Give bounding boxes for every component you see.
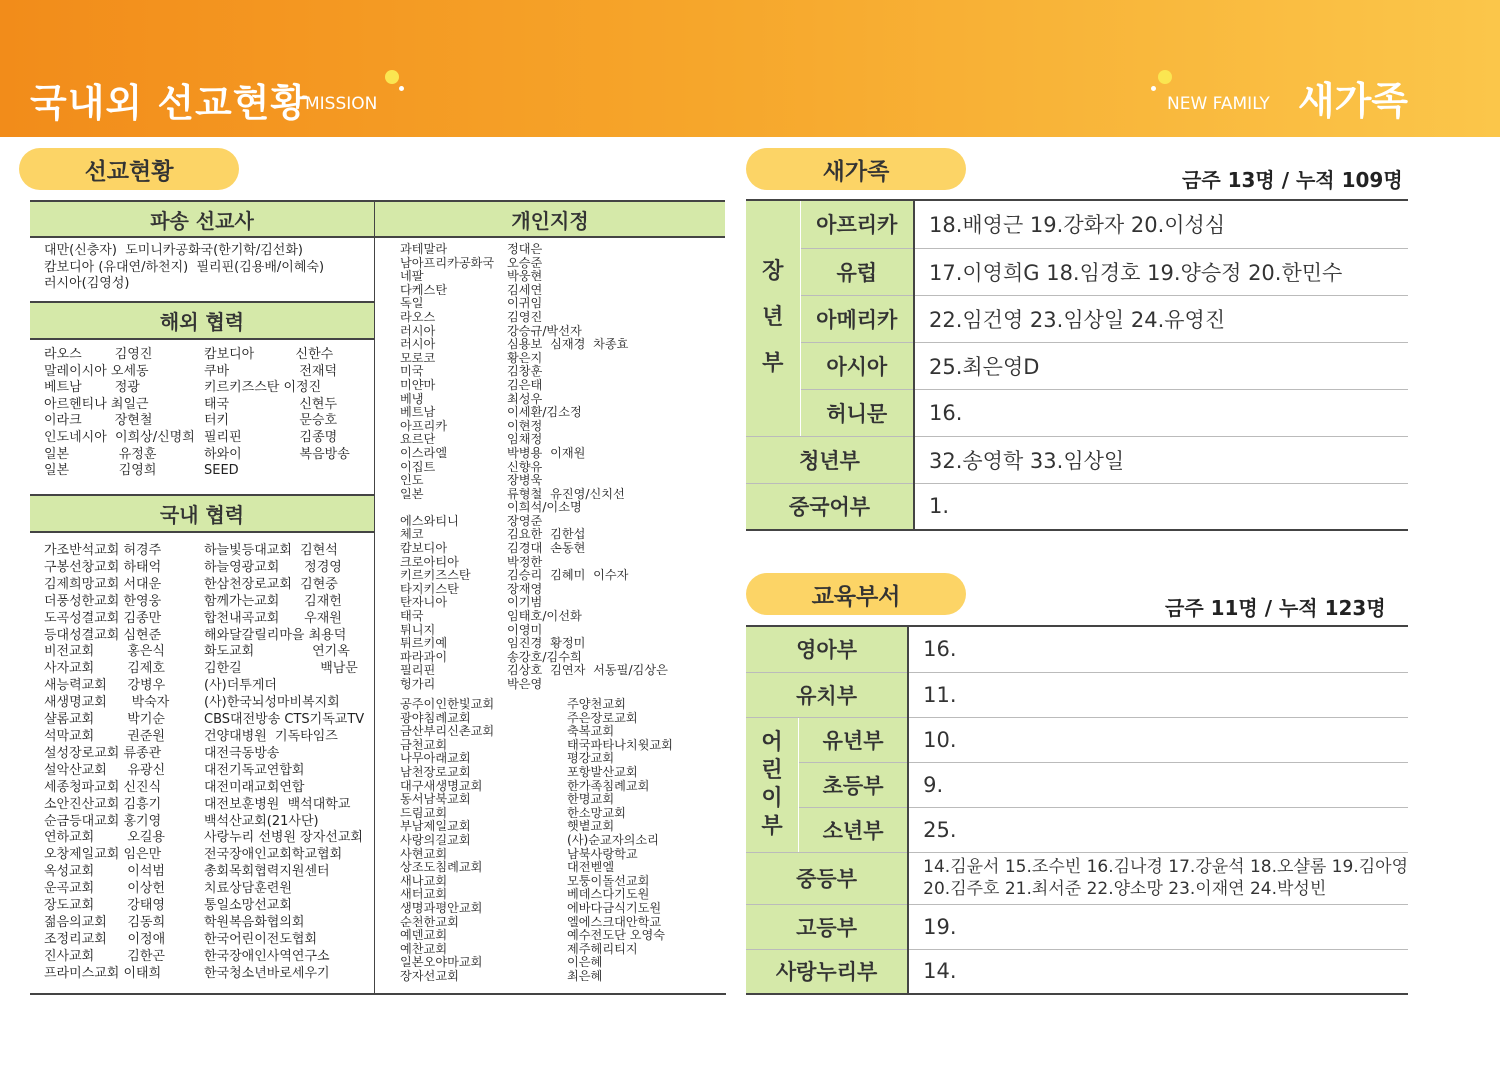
row-value: 1. — [914, 483, 1408, 530]
row-value: 11. — [908, 672, 1408, 717]
row-value: 32.송영학 33.임상일 — [914, 436, 1408, 483]
row-value: 14.김윤서 15.조수빈 16.김나경 17.강윤석 18.오샬롬 19.김아영 20.김주호 21.최서준 22.양소망 23.이재연 24.박성빈 — [908, 852, 1408, 904]
row-value: 17.이영희G 18.임경호 19.양승정 20.한민수 — [914, 248, 1408, 295]
row-value: 25.최은영D — [914, 342, 1408, 389]
table-row — [746, 807, 1408, 852]
page-title: 국내외 선교현황 — [30, 81, 309, 125]
col-header-personal: 개인지정 — [375, 200, 725, 238]
dot-decoration — [399, 86, 404, 91]
left-bottom-rule — [30, 993, 726, 995]
newfamily-table — [746, 201, 1408, 531]
dot-decoration — [1158, 70, 1172, 84]
group-label-youth: 장 년 부 — [746, 201, 800, 436]
personal-countries: 과테말라 남아프리카공화국 네팔 다케스탄 독일 라오스 러시아 러시아 모로코 미국 미얀마 베냉 베트남 아프리카 요르단 이스라엘 이집트 인도 일본 에스와티니 체코 캄보디아 크로아티아 키르키즈스탄 타지키스탄 탄자니아 태국 튀니지 튀르키예 파라과이 필리핀 헝가리 — [400, 242, 495, 691]
row-label: 소년부 — [798, 807, 908, 852]
personal-churches-b: 주양천교회 주은장로교회 축복교회 태국파타나치윗교회 평강교회 포항발산교회 한가족침례교회 한명교회 한소망교회 햇볕교회 (사)순교자의소리 남북사랑학교 대전벧엘 모퉁이돌선교회 베데스다기도원 에바다금식기도원 엘에스크대안학교 예수전도단 오영숙 제주헤리티지 이은혜 최은혜 — [567, 697, 673, 983]
overseas-list-b: 캄보디아 신한수 쿠바 전재덕 키르키즈스탄 이정진 태국 신현두 터키 문승호 필리핀 김종명 하와이 복음방송 SEED — [204, 347, 350, 479]
row-value: 14. — [908, 949, 1408, 994]
sent-missionaries-list: 대만(신충자) 도미니카공화국(한기학/김선화) 캄보디아 (유대연/하천지) 필리핀(김용배/이혜숙) 러시아(김영성) — [44, 243, 325, 292]
personal-names: 정대은 오승준 박웅현 김세연 이귀임 김영진 강승규/박선자 심용보 심재경 차종효 황은지 김창훈 김은태 최성우 이세환/김소정 이현정 임채정 박병용 이재원 신향유 장병욱 류형철 유진영/신치선 이희석/이소명 장영준 김요한 김한섭 김경대 손동현 박정한 김승리 김혜미 이수자 장재영 이기범 임태호/이선화 이영미 임진경 황정미 송강호/김수희 김상호 김연자 서동필/김상은 박은영 — [507, 242, 668, 691]
domestic-list-a: 가조반석교회 허경주 구봉선창교회 하태억 김제희망교회 서대운 더풍성한교회 한영웅 도곡성결교회 김종만 등대성결교회 심현준 비전교회 홍은식 사자교회 김제호 새능력교회 강병우 새생명교회 박숙자 샬롬교회 박기순 석막교회 권준원 설성장로교회 류종관 설악산교회 유광신 세종청파교회 신진식 소안진산교회 김흥기 순금등대교회 홍기영 연하교회 오길용 오창제일교회 임은만 옥성교회 이석범 운곡교회 이상헌 장도교회 강태영 젊음의교회 김동희 조정리교회 이정애 진사교회 김한곤 프라미스교회 이태희 — [44, 543, 170, 981]
domestic-header: 국내 협력 — [30, 494, 374, 533]
table-row — [746, 904, 1408, 949]
table-row — [746, 295, 1408, 342]
section-pill-education: 교육부서 — [746, 573, 966, 615]
personal-churches-a: 공주이인한빛교회 광야침례교회 금산부리신촌교회 금천교회 나무아래교회 남천장로교회 대구새생명교회 동서남북교회 드림교회 부남제일교회 사랑의길교회 사현교회 상조도침례교회 새나교회 새터교회 생명과평안교회 순천한교회 예덴교회 예찬교회 일본오야마교회 장자선교회 — [400, 697, 495, 983]
row-label: 영아부 — [746, 627, 908, 672]
row-label: 아메리카 — [800, 295, 914, 342]
table-row — [746, 436, 1408, 483]
row-value: 22.임건영 23.임상일 24.유영진 — [914, 295, 1408, 342]
dot-decoration — [385, 70, 399, 84]
dot-decoration — [1151, 86, 1156, 91]
row-label: 유치부 — [746, 672, 908, 717]
domestic-list-b: 하늘빛등대교회 김현석 하늘영광교회 정경영 한삼천장로교회 김현중 함께가는교회 김재헌 합천내곡교회 우재원 해와달갈릴리마을 최용덕 화도교회 연기옥 김한길 백남문 (사)더투게더 (사)한국뇌성마비복지회 CBS대전방송 CTS기독교TV 건양대병원 기독타임즈 대전극동방송 대전기독교연합회 대전미래교회연합 대전보훈병원 백석대학교 백석산교회(21사단) 사랑누리 선병원 장자선교회 전국장애인교회학교협회 총회목회협력지원센터 치료상담훈련원 통일소망선교회 학원복음화협의회 한국어린이전도협회 한국장애인사역연구소 한국청소년바로세우기 — [204, 543, 365, 981]
row-value: 16. — [914, 389, 1408, 436]
row-label: 중등부 — [746, 852, 908, 904]
row-label: 아프리카 — [800, 201, 914, 248]
row-label: 아시아 — [800, 342, 914, 389]
table-row — [746, 201, 1408, 248]
section-pill-newfamily: 새가족 — [746, 148, 966, 190]
table-row — [746, 717, 1408, 762]
header-banner — [0, 0, 1500, 137]
table-row — [746, 248, 1408, 295]
newfamily-summary: 금주 13명 / 누적 109명 — [1182, 168, 1403, 192]
table-row — [746, 852, 1408, 904]
table-row — [746, 389, 1408, 436]
table-row — [746, 483, 1408, 530]
row-label: 고등부 — [746, 904, 908, 949]
table-row — [746, 342, 1408, 389]
row-label: 유년부 — [798, 717, 908, 762]
row-label: 청년부 — [746, 436, 914, 483]
overseas-list-a: 라오스 김영진 말레이시아 오세동 베트남 정광 아르헨티나 최일근 이라크 장현철 인도네시아 이희상/신명희 일본 유정훈 일본 김영희 — [44, 347, 195, 479]
row-value: 16. — [908, 627, 1408, 672]
column-divider — [374, 200, 375, 994]
right-subtitle: NEW FAMILY — [1167, 94, 1270, 114]
row-label: 초등부 — [798, 762, 908, 807]
col-header-sent: 파송 선교사 — [30, 200, 374, 238]
right-title: 새가족 — [1297, 79, 1408, 123]
table-row — [746, 627, 1408, 672]
row-label: 허니문 — [800, 389, 914, 436]
overseas-header: 해외 협력 — [30, 301, 374, 340]
row-value: 10. — [908, 717, 1408, 762]
education-summary: 금주 11명 / 누적 123명 — [1165, 596, 1386, 620]
group-label-children: 어 린 이 부 — [746, 717, 798, 852]
row-value: 19. — [908, 904, 1408, 949]
row-label: 유럽 — [800, 248, 914, 295]
education-table — [746, 627, 1408, 995]
row-value: 18.배영근 19.강화자 20.이성심 — [914, 201, 1408, 248]
section-pill-mission: 선교현황 — [19, 148, 239, 190]
page-subtitle: MISSION — [305, 94, 378, 114]
table-row — [746, 949, 1408, 994]
table-row — [746, 672, 1408, 717]
row-label: 사랑누리부 — [746, 949, 908, 994]
table-row — [746, 762, 1408, 807]
row-label: 중국어부 — [746, 483, 914, 530]
row-value: 25. — [908, 807, 1408, 852]
row-value: 9. — [908, 762, 1408, 807]
